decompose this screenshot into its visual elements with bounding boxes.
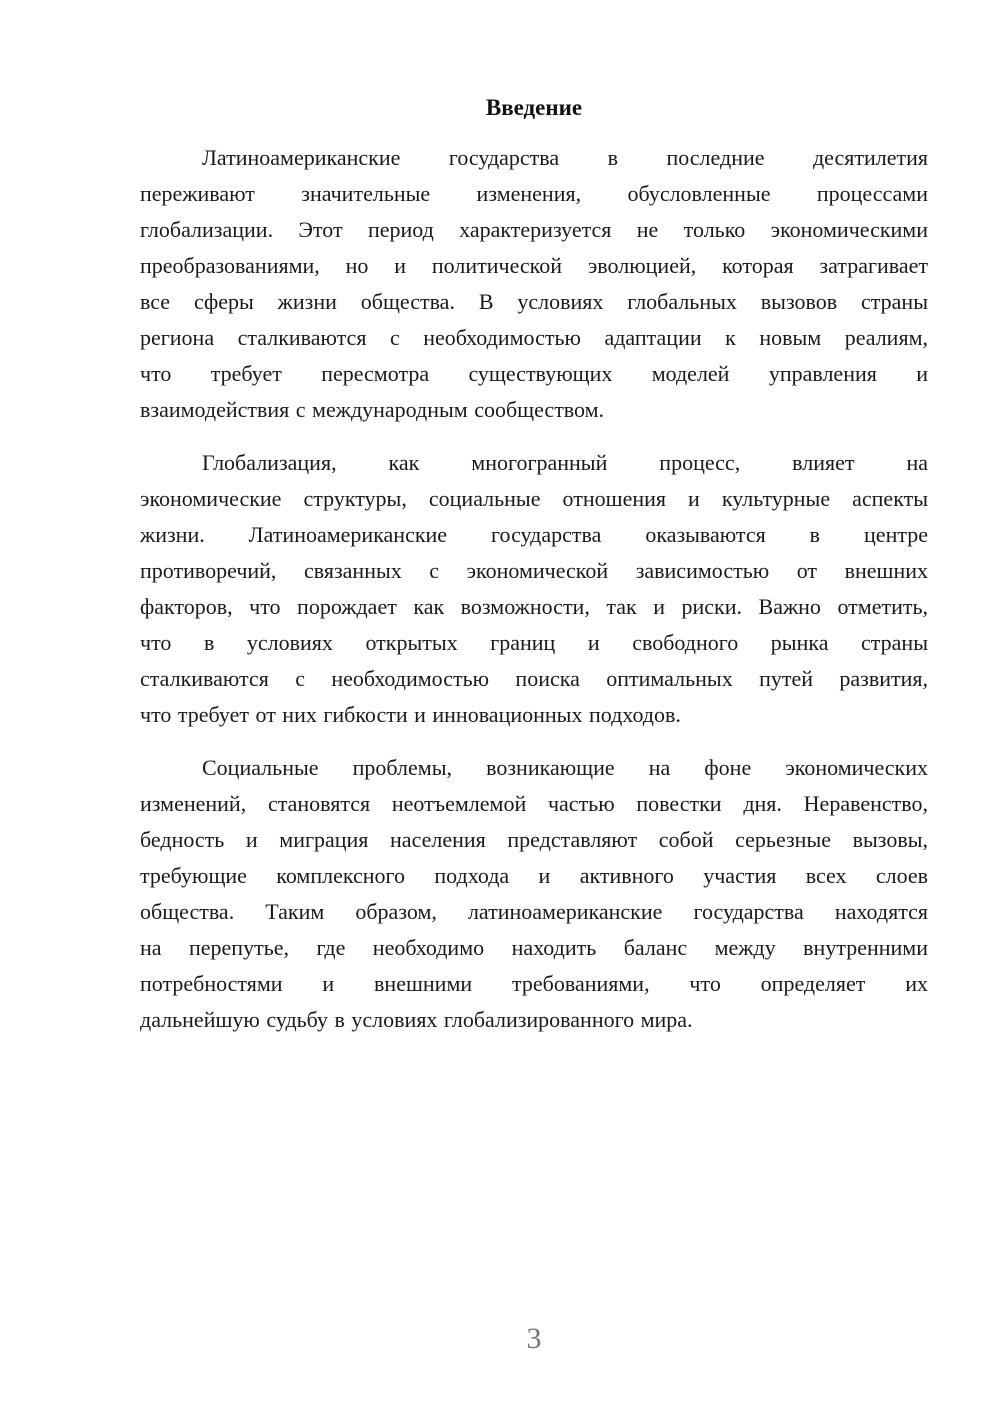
text-line: жизни. Латиноамериканские государства оказываются в центре	[140, 522, 928, 547]
page-number: 3	[526, 1322, 542, 1355]
text-line: глобализации. Этот период характеризуется не только экономическими	[140, 217, 928, 242]
text-line: преобразованиями, но и политической эволюцией, которая затрагивает	[140, 253, 928, 278]
document-body	[140, 90, 928, 1055]
text-line: на перепутье, где необходимо находить баланс между внутренними	[140, 935, 928, 960]
text-line: взаимодействия с международным сообществом.	[140, 397, 605, 422]
text-line: изменений, становятся неотъемлемой частью повестки дня. Неравенство,	[140, 791, 928, 816]
page-title: Введение	[485, 95, 583, 120]
text-line: что требует пересмотра существующих моделей управления и	[140, 361, 928, 386]
text-line: противоречий, связанных с экономической зависимостью от внешних	[140, 558, 928, 583]
text-line: что в условиях открытых границ и свободного рынка страны	[140, 630, 928, 655]
text-line: Латиноамериканские государства в последние десятилетия	[202, 145, 928, 170]
text-line: экономические структуры, социальные отношения и культурные аспекты	[140, 486, 928, 511]
text-line: потребностями и внешними требованиями, что определяет их	[140, 971, 928, 996]
paragraph-2	[140, 445, 928, 733]
paragraph-1	[140, 140, 928, 428]
text-line: требующие комплексного подхода и активного участия всех слоев	[140, 863, 928, 888]
text-line: Глобализация, как многогранный процесс, влияет на	[202, 450, 928, 475]
text-line: общества. Таким образом, латиноамериканские государства находятся	[140, 899, 928, 924]
text-line: региона сталкиваются с необходимостью адаптации к новым реалиям,	[140, 325, 928, 350]
text-line: сталкиваются с необходимостью поиска оптимальных путей развития,	[140, 666, 928, 691]
text-line: Социальные проблемы, возникающие на фоне экономических	[202, 755, 928, 780]
text-line: переживают значительные изменения, обусловленные процессами	[140, 181, 928, 206]
text-line: что требует от них гибкости и инновационных подходов.	[140, 702, 681, 727]
paragraph-3	[140, 750, 928, 1038]
text-line: факторов, что порождает как возможности, так и риски. Важно отметить,	[140, 594, 928, 619]
text-line: дальнейшую судьбу в условиях глобализированного мира.	[140, 1007, 693, 1032]
page-footer	[140, 1322, 928, 1356]
text-line: все сферы жизни общества. В условиях глобальных вызовов страны	[140, 289, 928, 314]
text-line: бедность и миграция населения представляют собой серьезные вызовы,	[140, 827, 928, 852]
